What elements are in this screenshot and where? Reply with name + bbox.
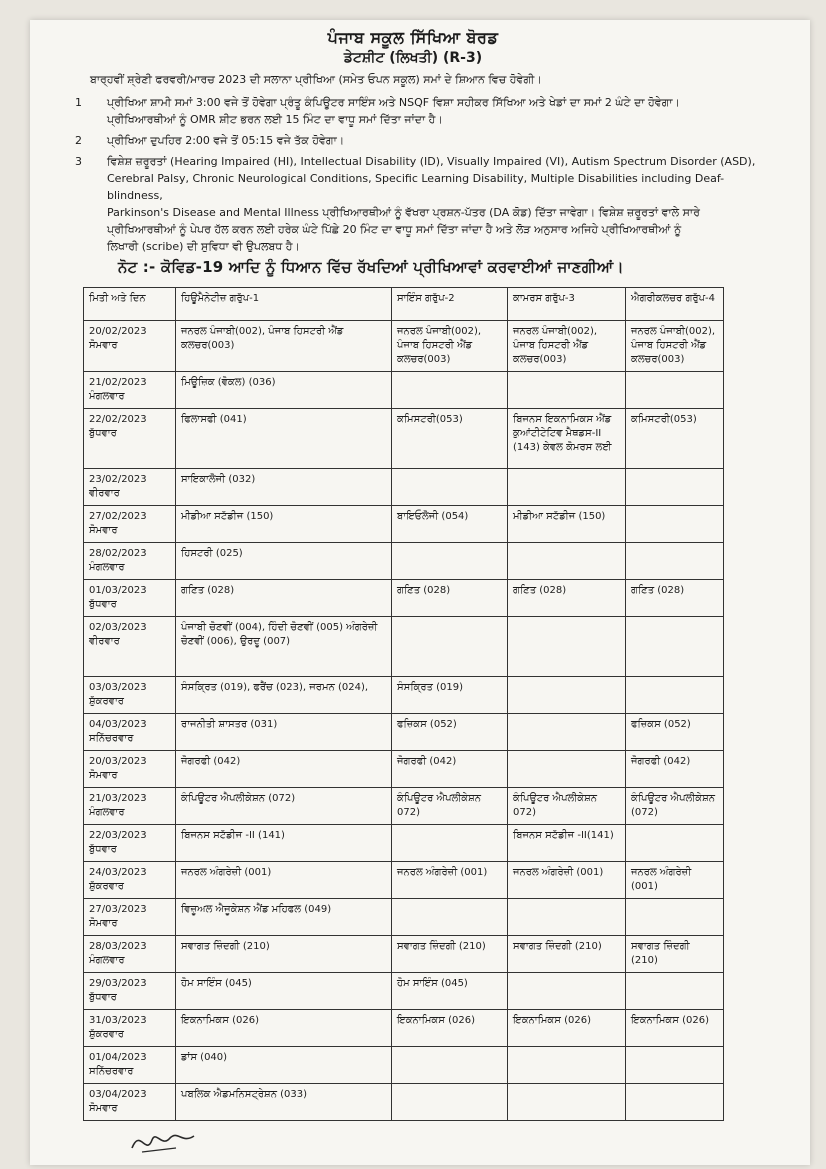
exam-date: 27/02/2023 bbox=[89, 511, 147, 522]
cell-group-4 bbox=[626, 506, 724, 543]
cell-group-1: ਸਵਾਗਤ ਜ਼ਿੰਦਗੀ (210) bbox=[176, 936, 392, 973]
exam-day: ਮੰਗਲਵਾਰ bbox=[89, 955, 125, 966]
cell-group-4 bbox=[626, 973, 724, 1010]
exam-date: 03/04/2023 bbox=[89, 1089, 147, 1100]
cell-group-3 bbox=[508, 751, 626, 788]
cell-group-2 bbox=[392, 372, 508, 409]
note-number: 2 bbox=[75, 134, 82, 147]
exam-schedule-table bbox=[83, 287, 724, 1121]
cell-date-day bbox=[84, 862, 176, 899]
cell-group-3 bbox=[508, 1084, 626, 1121]
cell-group-3: ਸਵਾਗਤ ਜ਼ਿੰਦਗੀ (210) bbox=[508, 936, 626, 973]
header-group-4: ਐਗਰੀਕਲਚਰ ਗਰੁੱਪ-4 bbox=[626, 288, 724, 321]
cell-group-4 bbox=[626, 899, 724, 936]
exam-day: ਵੀਰਵਾਰ bbox=[89, 636, 120, 647]
cell-group-3 bbox=[508, 899, 626, 936]
exam-day: ਸੋਮਵਾਰ bbox=[89, 340, 118, 351]
cell-group-2: ਕਮਿਸਟਰੀ(053) bbox=[392, 409, 508, 469]
cell-group-4 bbox=[626, 825, 724, 862]
cell-group-4 bbox=[626, 469, 724, 506]
cell-group-3: ਜਨਰਲ ਪੰਜਾਬੀ(002), ਪੰਜਾਬ ਹਿਸਟਰੀ ਐਂਡ ਕਲਚਰ(003) bbox=[508, 321, 626, 372]
cell-group-1: ਜਨਰਲ ਅੰਗਰੇਜ਼ੀ (001) bbox=[176, 862, 392, 899]
table-row bbox=[84, 788, 724, 825]
table-header-row bbox=[84, 288, 724, 321]
table-row bbox=[84, 321, 724, 372]
cell-group-3: ਬਿਜਨਸ ਇਕਨਾਮਿਕਸ ਐਂਡ ਕੁਆਂਟੀਟੇਟਿਵ ਮੈਥਡਸ-II (143) ਕੇਵਲ ਕੋਮਰਸ ਲਈ bbox=[508, 409, 626, 469]
cell-date-day bbox=[84, 899, 176, 936]
exam-day: ਬੁੱਧਵਾਰ bbox=[89, 844, 117, 855]
cell-group-2: ਫਜ਼ਿਕਸ (052) bbox=[392, 714, 508, 751]
cell-date-day bbox=[84, 617, 176, 677]
cell-group-4: ਸਵਾਗਤ ਜ਼ਿੰਦਗੀ (210) bbox=[626, 936, 724, 973]
table-row bbox=[84, 1047, 724, 1084]
exam-day: ਸੋਮਵਾਰ bbox=[89, 1103, 118, 1114]
intro-text: ਬਾਰ੍ਹਵੀਂ ਸ਼੍ਰੇਣੀ ਫਰਵਰੀ/ਮਾਰਚ 2023 ਦੀ ਸਲਾਨਾ ਪ੍ਰੀਖਿਆ (ਸਮੇਤ ਓਪਨ ਸਕੂਲ) ਸਮਾਂ ਦੇ ਸ਼ਿਆਨ ਵਿਚ ਹੋਵੇਗੀ। bbox=[90, 73, 542, 86]
exam-date: 21/02/2023 bbox=[89, 377, 147, 388]
exam-day: ਸੋਮਵਾਰ bbox=[89, 525, 118, 536]
cell-group-2: ਸਵਾਗਤ ਜ਼ਿੰਦਗੀ (210) bbox=[392, 936, 508, 973]
cell-group-3: ਬਿਜਨਸ ਸਟੱਡੀਜ -II(141) bbox=[508, 825, 626, 862]
exam-day: ਮੰਗਲਵਾਰ bbox=[89, 807, 125, 818]
cell-group-3 bbox=[508, 973, 626, 1010]
table-row bbox=[84, 409, 724, 469]
covid-note: ਨੋਟ :- ਕੋਵਿਡ-19 ਆਦਿ ਨੂੰ ਧਿਆਨ ਵਿੱਚ ਰੱਖਦਿਆਂ ਪ੍ਰੀਖਿਆਵਾਂ ਕਰਵਾਈਆਂ ਜਾਣਗੀਆਂ। bbox=[118, 258, 624, 276]
cell-group-2 bbox=[392, 617, 508, 677]
exam-day: ਸ਼ੁੱਕਰਵਾਰ bbox=[89, 696, 124, 707]
cell-group-2: ਇਕਨਾਮਿਕਸ (026) bbox=[392, 1010, 508, 1047]
exam-date: 04/03/2023 bbox=[89, 719, 147, 730]
table-row bbox=[84, 714, 724, 751]
note-line: ਲਿਖਾਰੀ (scribe) ਦੀ ਸੁਵਿਧਾ ਵੀ ਉਪਲਬਧ ਹੈ। bbox=[107, 240, 300, 253]
cell-group-4: ਕਮਿਸਟਰੀ(053) bbox=[626, 409, 724, 469]
exam-date: 31/03/2023 bbox=[89, 1015, 147, 1026]
exam-date: 01/04/2023 bbox=[89, 1052, 147, 1063]
cell-group-1: ਮੀਡੀਆ ਸਟੱਡੀਜ (150) bbox=[176, 506, 392, 543]
exam-day: ਬੁੱਧਵਾਰ bbox=[89, 428, 117, 439]
exam-day: ਮੰਗਲਵਾਰ bbox=[89, 391, 125, 402]
cell-group-3: ਕੰਪਿਊਟਰ ਐਪਲੀਕੇਸ਼ਨ 072) bbox=[508, 788, 626, 825]
cell-group-2: ਕੰਪਿਊਟਰ ਐਪਲੀਕੇਸ਼ਨ 072) bbox=[392, 788, 508, 825]
exam-date: 24/03/2023 bbox=[89, 867, 147, 878]
cell-group-2: ਜਨਰਲ ਅੰਗਰੇਜ਼ੀ (001) bbox=[392, 862, 508, 899]
cell-group-1: ਜਨਰਲ ਪੰਜਾਬੀ(002), ਪੰਜਾਬ ਹਿਸਟਰੀ ਐਂਡ ਕਲਚਰ(003) bbox=[176, 321, 392, 372]
exam-day: ਬੁੱਧਵਾਰ bbox=[89, 992, 117, 1003]
exam-date: 23/02/2023 bbox=[89, 474, 147, 485]
table-row bbox=[84, 973, 724, 1010]
cell-group-4 bbox=[626, 372, 724, 409]
note-text bbox=[107, 132, 775, 149]
cell-group-4: ਜਨਰਲ ਅੰਗਰੇਜ਼ੀ (001) bbox=[626, 862, 724, 899]
cell-group-4: ਕੰਪਿਊਟਰ ਐਪਲੀਕੇਸ਼ਨ (072) bbox=[626, 788, 724, 825]
cell-group-1: ਗਣਿਤ (028) bbox=[176, 580, 392, 617]
cell-date-day bbox=[84, 580, 176, 617]
cell-group-3 bbox=[508, 714, 626, 751]
cell-date-day bbox=[84, 788, 176, 825]
note-number: 3 bbox=[75, 155, 82, 168]
header-date-day: ਮਿਤੀ ਅਤੇ ਦਿਨ bbox=[84, 288, 176, 321]
exam-date: 22/03/2023 bbox=[89, 830, 147, 841]
cell-group-2 bbox=[392, 899, 508, 936]
header-group-3: ਕਾਮਰਸ ਗਰੁੱਪ-3 bbox=[508, 288, 626, 321]
note-line: ਪ੍ਰੀਖਿਆਰਥੀਆਂ ਨੂੰ ਪੇਪਰ ਹੱਲ ਕਰਨ ਲਈ ਹਰੇਕ ਘੰਟੇ ਪਿੱਛੇ 20 ਮਿੰਟ ਦਾ ਵਾਧੂ ਸਮਾਂ ਦਿੱਤਾ ਜਾਂਦਾ ਹੈ ਅਤੇ ਲੋੜ ਅਨੁਸਾਰ ਅਜਿਹੇ ਪ੍ਰੀਖਿਆਰਥੀਆਂ ਨੂੰ bbox=[107, 223, 682, 236]
exam-date: 20/02/2023 bbox=[89, 326, 147, 337]
cell-group-2: ਬਾਇਓਲੋਜੀ (054) bbox=[392, 506, 508, 543]
cell-group-1: ਮਿਊਜ਼ਿਕ (ਵੋਕਲ) (036) bbox=[176, 372, 392, 409]
cell-group-2 bbox=[392, 543, 508, 580]
table-row bbox=[84, 936, 724, 973]
cell-date-day bbox=[84, 1084, 176, 1121]
cell-group-4: ਜੋਗਰਫੀ (042) bbox=[626, 751, 724, 788]
exam-day: ਸਨਿੱਚਰਵਾਰ bbox=[89, 733, 134, 744]
cell-date-day bbox=[84, 469, 176, 506]
table-row bbox=[84, 543, 724, 580]
cell-group-1: ਰਾਜਨੀਤੀ ਸ਼ਾਸਤਰ (031) bbox=[176, 714, 392, 751]
exam-date: 01/03/2023 bbox=[89, 585, 147, 596]
cell-date-day bbox=[84, 751, 176, 788]
exam-date: 27/03/2023 bbox=[89, 904, 147, 915]
cell-group-2 bbox=[392, 1084, 508, 1121]
note-line: Parkinson's Disease and Mental Illness ਪ੍ਰੀਖਿਆਰਥੀਆਂ ਨੂੰ ਵੱਖਰਾ ਪ੍ਰਸ਼ਨ-ਪੱਤਰ (DA ਕੋਡ) ਦਿੱਤਾ ਜਾਵੇਗਾ। ਵਿਸ਼ੇਸ਼ ਜ਼ਰੂਰਤਾਂ ਵਾਲੇ ਸਾਰੇ bbox=[107, 206, 700, 219]
cell-group-2 bbox=[392, 469, 508, 506]
cell-date-day bbox=[84, 506, 176, 543]
signature-mark bbox=[128, 1118, 198, 1158]
note-1 bbox=[75, 94, 775, 128]
table-row bbox=[84, 580, 724, 617]
cell-group-1: ਹੋਮ ਸਾਇੰਸ (045) bbox=[176, 973, 392, 1010]
exam-date: 29/03/2023 bbox=[89, 978, 147, 989]
note-line: ਪ੍ਰੀਖਿਆ ਸ਼ਾਮੀ ਸਮਾਂ 3:00 ਵਜੇ ਤੋਂ ਹੋਵੇਗਾ ਪ੍ਰੰਤੂ ਕੰਪਿਊਟਰ ਸਾਇੰਸ ਅਤੇ NSQF ਵਿਸ਼ਾ ਸਹੀਕਰ ਸਿੱਖਿਆ ਅਤੇ ਖੇਡਾਂ ਦਾ ਸਮਾਂ 2 ਘੰਟੇ ਦਾ ਹੋਵੇਗਾ। bbox=[107, 96, 680, 109]
cell-date-day bbox=[84, 677, 176, 714]
cell-date-day bbox=[84, 321, 176, 372]
cell-date-day bbox=[84, 936, 176, 973]
cell-date-day bbox=[84, 543, 176, 580]
cell-date-day bbox=[84, 714, 176, 751]
exam-date: 22/02/2023 bbox=[89, 414, 147, 425]
exam-date: 21/03/2023 bbox=[89, 793, 147, 804]
cell-group-1: ਫਿਲਾਸਫੀ (041) bbox=[176, 409, 392, 469]
cell-group-1: ਬਿਜਨਸ ਸਟੱਡੀਜ -II (141) bbox=[176, 825, 392, 862]
cell-date-day bbox=[84, 372, 176, 409]
exam-day: ਸੋਮਵਾਰ bbox=[89, 918, 118, 929]
exam-day: ਸਨਿੱਚਰਵਾਰ bbox=[89, 1066, 134, 1077]
table-row bbox=[84, 1010, 724, 1047]
cell-group-4: ਜਨਰਲ ਪੰਜਾਬੀ(002), ਪੰਜਾਬ ਹਿਸਟਰੀ ਐਂਡ ਕਲਚਰ(003) bbox=[626, 321, 724, 372]
note-line: ਪ੍ਰੀਖਿਆਰਥੀਆਂ ਨੂੰ OMR ਸ਼ੀਟ ਭਰਨ ਲਈ 15 ਮਿੰਟ ਦਾ ਵਾਧੂ ਸਮਾਂ ਦਿੱਤਾ ਜਾਂਦਾ ਹੈ। bbox=[107, 113, 443, 126]
cell-group-3 bbox=[508, 469, 626, 506]
cell-group-1: ਪਬਲਿਕ ਐਡਮਨਿਸਟ੍ਰੇਸ਼ਨ (033) bbox=[176, 1084, 392, 1121]
cell-date-day bbox=[84, 409, 176, 469]
table-row bbox=[84, 372, 724, 409]
table-row bbox=[84, 677, 724, 714]
exam-day: ਸੋਮਵਾਰ bbox=[89, 770, 118, 781]
note-3 bbox=[75, 153, 775, 255]
note-line: ਪ੍ਰੀਖਿਆ ਦੁਪਹਿਰ 2:00 ਵਜੇ ਤੋਂ 05:15 ਵਜੇ ਤੱਕ ਹੋਵੇਗਾ। bbox=[107, 134, 345, 147]
cell-group-4 bbox=[626, 1047, 724, 1084]
exam-date: 28/02/2023 bbox=[89, 548, 147, 559]
cell-group-4: ਇਕਨਾਮਿਕਸ (026) bbox=[626, 1010, 724, 1047]
exam-date: 03/03/2023 bbox=[89, 682, 147, 693]
cell-group-2: ਜੋਗਰਫੀ (042) bbox=[392, 751, 508, 788]
cell-group-1: ਸਾਇਕਾਲੋਜੀ (032) bbox=[176, 469, 392, 506]
note-line: Cerebral Palsy, Chronic Neurological Conditions, Specific Learning Disability, Multiple Disabilities including Deaf-blindness, bbox=[107, 172, 725, 202]
exam-day: ਬੁੱਧਵਾਰ bbox=[89, 599, 117, 610]
cell-group-1: ਜੋਗਰਫੀ (042) bbox=[176, 751, 392, 788]
cell-group-3: ਗਣਿਤ (028) bbox=[508, 580, 626, 617]
cell-group-2: ਹੋਮ ਸਾਇੰਸ (045) bbox=[392, 973, 508, 1010]
cell-group-3 bbox=[508, 543, 626, 580]
table-row bbox=[84, 1084, 724, 1121]
cell-date-day bbox=[84, 1010, 176, 1047]
cell-group-1: ਡਾਂਸ (040) bbox=[176, 1047, 392, 1084]
exam-day: ਵੀਰਵਾਰ bbox=[89, 488, 120, 499]
table-row bbox=[84, 899, 724, 936]
cell-group-1: ਪੰਜਾਬੀ ਚੋਣਵੀਂ (004), ਹਿੰਦੀ ਚੋਣਵੀਂ (005) ਅੰਗਰੇਜ਼ੀ ਚੋਣਵੀਂ (006), ਉਰਦੂ (007) bbox=[176, 617, 392, 677]
exam-date: 20/03/2023 bbox=[89, 756, 147, 767]
table-row bbox=[84, 617, 724, 677]
cell-group-4: ਗਣਿਤ (028) bbox=[626, 580, 724, 617]
note-text bbox=[107, 94, 775, 128]
exam-day: ਸ਼ੁੱਕਰਵਾਰ bbox=[89, 1029, 124, 1040]
table-row bbox=[84, 506, 724, 543]
notes-list bbox=[75, 94, 775, 259]
note-text bbox=[107, 153, 775, 255]
cell-date-day bbox=[84, 973, 176, 1010]
note-2 bbox=[75, 132, 775, 149]
cell-group-4 bbox=[626, 677, 724, 714]
cell-group-2: ਸੰਸਕ੍ਰਿਤ (019) bbox=[392, 677, 508, 714]
cell-group-1: ਹਿਸਟਰੀ (025) bbox=[176, 543, 392, 580]
table-row bbox=[84, 862, 724, 899]
cell-group-3: ਮੀਡੀਆ ਸਟੱਡੀਜ (150) bbox=[508, 506, 626, 543]
cell-date-day bbox=[84, 825, 176, 862]
header-group-1: ਹਿਊਮੈਨੇਟੀਜ਼ ਗਰੁੱਪ-1 bbox=[176, 288, 392, 321]
page-subtitle: ਡੇਟਸ਼ੀਟ (ਲਿਖਤੀ) (R-3) bbox=[343, 50, 483, 66]
note-line: ਵਿਸ਼ੇਸ਼ ਜ਼ਰੂਰਤਾਂ (Hearing Impaired (HI), Intellectual Disability (ID), Visually Impaired (VI), Autism Spectrum Disorder (ASD), bbox=[107, 155, 756, 168]
cell-group-3: ਇਕਨਾਮਿਕਸ (026) bbox=[508, 1010, 626, 1047]
cell-date-day bbox=[84, 1047, 176, 1084]
cell-group-4 bbox=[626, 617, 724, 677]
table-body bbox=[84, 321, 724, 1121]
table-row bbox=[84, 469, 724, 506]
cell-group-1: ਵਿਜ਼ੂਅਲ ਐਜੂਕੇਸ਼ਨ ਐਂਡ ਮਹਿਫਲ (049) bbox=[176, 899, 392, 936]
table-row bbox=[84, 751, 724, 788]
cell-group-4 bbox=[626, 1084, 724, 1121]
cell-group-1: ਇਕਨਾਮਿਕਸ (026) bbox=[176, 1010, 392, 1047]
exam-date: 28/03/2023 bbox=[89, 941, 147, 952]
cell-group-2 bbox=[392, 1047, 508, 1084]
cell-group-4 bbox=[626, 543, 724, 580]
cell-group-4: ਫਜ਼ਿਕਸ (052) bbox=[626, 714, 724, 751]
cell-group-2: ਗਣਿਤ (028) bbox=[392, 580, 508, 617]
cell-group-1: ਸੰਸਕ੍ਰਿਤ (019), ਫਰੈਂਚ (023), ਜਰਮਨ (024), bbox=[176, 677, 392, 714]
exam-date: 02/03/2023 bbox=[89, 622, 147, 633]
cell-group-2: ਜਨਰਲ ਪੰਜਾਬੀ(002), ਪੰਜਾਬ ਹਿਸਟਰੀ ਐਂਡ ਕਲਚਰ(003) bbox=[392, 321, 508, 372]
cell-group-2 bbox=[392, 825, 508, 862]
cell-group-3 bbox=[508, 617, 626, 677]
cell-group-3 bbox=[508, 372, 626, 409]
cell-group-1: ਕੰਪਿਊਟਰ ਐਪਲੀਕੇਸ਼ਨ (072) bbox=[176, 788, 392, 825]
exam-day: ਸ਼ੁੱਕਰਵਾਰ bbox=[89, 881, 124, 892]
cell-group-3 bbox=[508, 677, 626, 714]
table-row bbox=[84, 825, 724, 862]
header-group-2: ਸਾਇੰਸ ਗਰੁੱਪ-2 bbox=[392, 288, 508, 321]
cell-group-3: ਜਨਰਲ ਅੰਗਰੇਜ਼ੀ (001) bbox=[508, 862, 626, 899]
cell-group-3 bbox=[508, 1047, 626, 1084]
exam-day: ਮੰਗਲਵਾਰ bbox=[89, 562, 125, 573]
page-title: ਪੰਜਾਬ ਸਕੂਲ ਸਿੱਖਿਆ ਬੋਰਡ bbox=[327, 28, 499, 47]
note-number: 1 bbox=[75, 96, 82, 109]
